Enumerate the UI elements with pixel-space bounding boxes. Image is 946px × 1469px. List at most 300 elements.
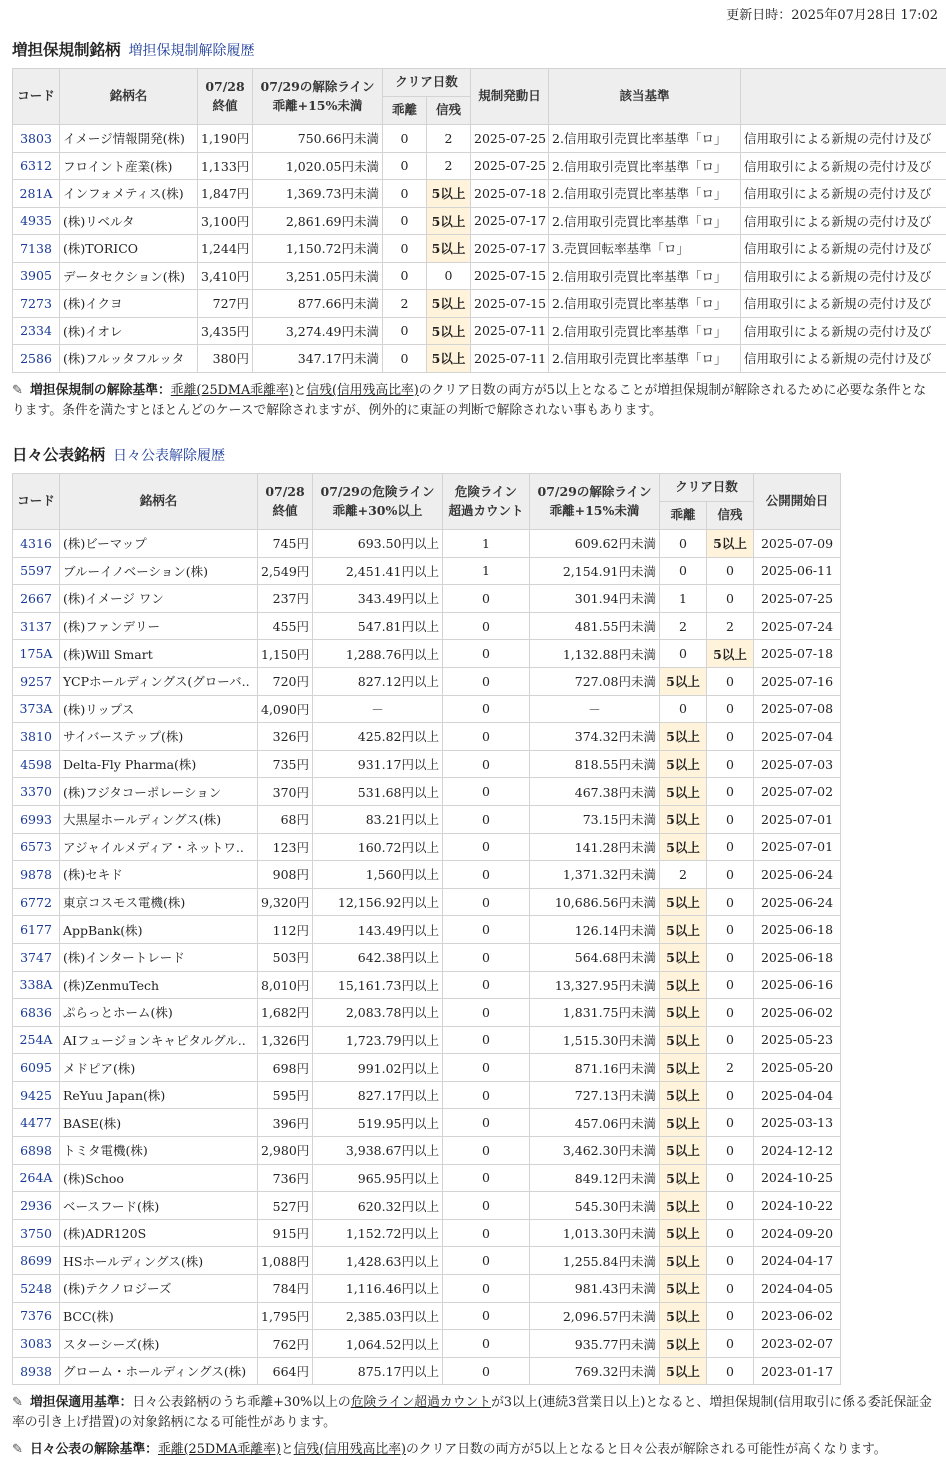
stock-name: インフォメティス(株) (60, 180, 198, 208)
danger-count: 0 (443, 667, 530, 695)
clear-shinzan: 0 (707, 1109, 754, 1137)
table-row (13, 667, 841, 695)
close-price: 123円 (258, 833, 313, 861)
release-line: 10,686.56円未満 (530, 888, 660, 916)
clear-kairi: 5以上 (660, 999, 707, 1027)
clear-kairi: 0 (383, 262, 427, 290)
daily-title: 日々公表銘柄 (12, 445, 106, 464)
shinzan-link[interactable]: 信残(信用残高比率) (293, 1442, 406, 1457)
start-date: 2025-07-18 (754, 640, 841, 668)
stock-code-link[interactable]: 3803 (13, 125, 60, 153)
stock-name: (株)イメージ ワン (60, 585, 258, 613)
col-close: 07/28 終値 (258, 474, 313, 530)
stock-name: (株)ADR120S (60, 1219, 258, 1247)
danger-count: 0 (443, 1219, 530, 1247)
col-kairi: 乖離 (660, 502, 707, 530)
stock-name: アジャイルメディア・ネットワ.. (60, 833, 258, 861)
stock-name: (株)フルッタフルッタ (60, 345, 198, 373)
danger-line: 1,723.79円以上 (313, 1026, 443, 1054)
col-criteria: 該当基準 (549, 69, 741, 125)
close-price: 1,133円 (198, 152, 253, 180)
release-line: 73.15円未満 (530, 805, 660, 833)
regulation-date: 2025-07-17 (471, 207, 549, 235)
stock-code-link[interactable]: 6573 (13, 833, 60, 861)
start-date: 2025-06-18 (754, 943, 841, 971)
stock-name: (株)セキド (60, 861, 258, 889)
close-price: 784円 (258, 1275, 313, 1303)
release-line: 1,013.30円未満 (530, 1219, 660, 1247)
stock-name: YCPホールディングス(グローバ.. (60, 667, 258, 695)
clear-kairi: 2 (660, 612, 707, 640)
danger-count-link[interactable]: 危険ライン超過カウント (350, 1395, 492, 1410)
danger-line: 160.72円以上 (313, 833, 443, 861)
stock-code-link[interactable]: 4935 (13, 207, 60, 235)
release-line: 13,327.95円未満 (530, 971, 660, 999)
danger-line: 1,288.76円以上 (313, 640, 443, 668)
release-line: 347.17円未満 (253, 345, 383, 373)
clear-shinzan: 0 (707, 1026, 754, 1054)
daily-history-link[interactable]: 日々公表解除履歴 (113, 448, 226, 464)
close-price: 3,100円 (198, 207, 253, 235)
danger-line: 15,161.73円以上 (313, 971, 443, 999)
stock-code-link[interactable]: 3905 (13, 262, 60, 290)
clear-kairi: 0 (383, 235, 427, 263)
danger-count: 0 (443, 971, 530, 999)
danger-count: 0 (443, 1192, 530, 1220)
close-price: 745円 (258, 530, 313, 558)
danger-line: 1,064.52円以上 (313, 1330, 443, 1358)
clear-shinzan: 0 (707, 1357, 754, 1385)
regulation-date: 2025-07-25 (471, 152, 549, 180)
clear-shinzan: 0 (707, 585, 754, 613)
note-label: 日々公表の解除基準： (30, 1442, 158, 1457)
danger-count: 0 (443, 1026, 530, 1054)
release-line: 2,154.91円未満 (530, 557, 660, 585)
danger-count: 0 (443, 1137, 530, 1165)
stock-name: (株)Schoo (60, 1164, 258, 1192)
stock-name: ブルーイノベーション(株) (60, 557, 258, 585)
clear-kairi: 0 (383, 317, 427, 345)
danger-count: 0 (443, 1054, 530, 1082)
table-row (13, 1192, 841, 1220)
release-line: 1,831.75円未満 (530, 999, 660, 1027)
danger-count: 0 (443, 1302, 530, 1330)
close-price: 595円 (258, 1081, 313, 1109)
stock-code-link[interactable]: 3137 (13, 612, 60, 640)
table-row (13, 1247, 841, 1275)
clear-shinzan: 0 (707, 723, 754, 751)
table-row (13, 861, 841, 889)
danger-count: 0 (443, 916, 530, 944)
release-line: 727.13円未満 (530, 1081, 660, 1109)
close-price: 698円 (258, 1054, 313, 1082)
close-price: 1,190円 (198, 125, 253, 153)
start-date: 2024-12-12 (754, 1137, 841, 1165)
danger-count: 0 (443, 1330, 530, 1358)
danger-line: 991.02円以上 (313, 1054, 443, 1082)
close-price: 1,326円 (258, 1026, 313, 1054)
table-row (13, 1137, 841, 1165)
release-line: 871.16円未満 (530, 1054, 660, 1082)
start-date: 2025-07-04 (754, 723, 841, 751)
clear-shinzan: 0 (707, 1219, 754, 1247)
stock-code-link[interactable]: 7273 (13, 290, 60, 318)
danger-count: 1 (443, 557, 530, 585)
start-date: 2025-05-23 (754, 1026, 841, 1054)
stock-name: ベースフード(株) (60, 1192, 258, 1220)
close-price: 68円 (258, 805, 313, 833)
close-price: 1,847円 (198, 180, 253, 208)
release-line: 1,255.84円未満 (530, 1247, 660, 1275)
table-row (13, 695, 841, 723)
stock-code-link[interactable]: 4598 (13, 750, 60, 778)
stock-code-link[interactable]: 6095 (13, 1054, 60, 1082)
criteria: 2.信用取引売買比率基準「ロ」 (549, 152, 741, 180)
close-price: 736円 (258, 1164, 313, 1192)
stock-name: (株)リップス (60, 695, 258, 723)
stock-code-link[interactable]: 6772 (13, 888, 60, 916)
danger-count: 0 (443, 612, 530, 640)
release-line: 126.14円未満 (530, 916, 660, 944)
note-mid: と (293, 383, 307, 398)
criteria: 3.売買回転率基準「ロ」 (549, 235, 741, 263)
stock-code-link[interactable]: 3370 (13, 778, 60, 806)
release-line: 457.06円未満 (530, 1109, 660, 1137)
release-line: 2,096.57円未満 (530, 1302, 660, 1330)
release-line: 609.62円未満 (530, 530, 660, 558)
clear-kairi: 5以上 (660, 723, 707, 751)
danger-line: 827.12円以上 (313, 667, 443, 695)
release-line: 467.38円未満 (530, 778, 660, 806)
close-price: 664円 (258, 1357, 313, 1385)
regulation-date: 2025-07-17 (471, 235, 549, 263)
stock-name: スターシーズ(株) (60, 1330, 258, 1358)
col-measures (741, 69, 946, 125)
stock-name: データセクション(株) (60, 262, 198, 290)
release-line: 481.55円未満 (530, 612, 660, 640)
stock-name: Delta-Fly Pharma(株) (60, 750, 258, 778)
regulation-date: 2025-07-15 (471, 262, 549, 290)
measures: 信用取引による新規の売付け及び (741, 125, 946, 153)
start-date: 2025-07-25 (754, 585, 841, 613)
table-row (13, 1275, 841, 1303)
clear-shinzan: 0 (707, 1247, 754, 1275)
table-row (13, 317, 946, 345)
table-row (13, 235, 946, 263)
regulated-table (12, 68, 946, 373)
table-row (13, 1026, 841, 1054)
clear-kairi: 5以上 (660, 1137, 707, 1165)
start-date: 2025-07-03 (754, 750, 841, 778)
stock-name: (株)ファンデリー (60, 612, 258, 640)
note-text: のクリア日数の両方が5以上となると日々公表が解除される可能性が高くなります。 (406, 1442, 887, 1457)
col-clear-days: クリア日数 (660, 474, 754, 502)
clear-shinzan: 5以上 (427, 345, 471, 373)
stock-code-link[interactable]: 2667 (13, 585, 60, 613)
stock-code-link[interactable]: 254A (13, 1026, 60, 1054)
stock-code-link[interactable]: 3810 (13, 723, 60, 751)
stock-code-link[interactable]: 8938 (13, 1357, 60, 1385)
criteria: 2.信用取引売買比率基準「ロ」 (549, 207, 741, 235)
danger-count: 0 (443, 1164, 530, 1192)
stock-code-link[interactable]: 4477 (13, 1109, 60, 1137)
danger-line: 143.49円以上 (313, 916, 443, 944)
clear-kairi: 5以上 (660, 1302, 707, 1330)
clear-shinzan: 5以上 (427, 317, 471, 345)
danger-line: 2,451.41円以上 (313, 557, 443, 585)
start-date: 2024-04-17 (754, 1247, 841, 1275)
stock-name: (株)フジタコーポレーション (60, 778, 258, 806)
table-row (13, 999, 841, 1027)
table-row (13, 943, 841, 971)
stock-name: (株)リベルタ (60, 207, 198, 235)
danger-line: 547.81円以上 (313, 612, 443, 640)
start-date: 2023-02-07 (754, 1330, 841, 1358)
danger-line: 531.68円以上 (313, 778, 443, 806)
stock-code-link[interactable]: 5597 (13, 557, 60, 585)
danger-count: 0 (443, 585, 530, 613)
danger-line: 3,938.67円以上 (313, 1137, 443, 1165)
stock-code-link[interactable]: 175A (13, 640, 60, 668)
clear-shinzan: 2 (427, 125, 471, 153)
stock-name: フロイント産業(株) (60, 152, 198, 180)
measures: 信用取引による新規の売付け及び (741, 152, 946, 180)
start-date: 2025-03-13 (754, 1109, 841, 1137)
stock-code-link[interactable]: 4316 (13, 530, 60, 558)
release-line: 374.32円未満 (530, 723, 660, 751)
stock-code-link[interactable]: 2334 (13, 317, 60, 345)
table-row (13, 290, 946, 318)
release-line: － (530, 695, 660, 723)
close-price: 1,150円 (258, 640, 313, 668)
stock-name: (株)ビーマップ (60, 530, 258, 558)
start-date: 2025-06-16 (754, 971, 841, 999)
clear-shinzan: 0 (707, 805, 754, 833)
close-price: 455円 (258, 612, 313, 640)
clear-kairi: 0 (660, 640, 707, 668)
release-line: 769.32円未満 (530, 1357, 660, 1385)
note-mid: と (280, 1442, 294, 1457)
close-price: 2,549円 (258, 557, 313, 585)
clear-shinzan: 0 (707, 916, 754, 944)
close-price: 380円 (198, 345, 253, 373)
release-line: 3,274.49円未満 (253, 317, 383, 345)
danger-count: 0 (443, 695, 530, 723)
table-row (13, 1164, 841, 1192)
stock-name: HSホールディングス(株) (60, 1247, 258, 1275)
col-name: 銘柄名 (60, 69, 198, 125)
stock-code-link[interactable]: 264A (13, 1164, 60, 1192)
measures: 信用取引による新規の売付け及び (741, 345, 946, 373)
danger-line: 642.38円以上 (313, 943, 443, 971)
col-code: コード (13, 69, 60, 125)
clear-shinzan: 5以上 (707, 530, 754, 558)
close-price: 735円 (258, 750, 313, 778)
danger-line: 12,156.92円以上 (313, 888, 443, 916)
table-row (13, 152, 946, 180)
start-date: 2025-06-18 (754, 916, 841, 944)
table-row (13, 1109, 841, 1137)
start-date: 2023-01-17 (754, 1357, 841, 1385)
stock-code-link[interactable]: 8699 (13, 1247, 60, 1275)
stock-code-link[interactable]: 3083 (13, 1330, 60, 1358)
close-price: 720円 (258, 667, 313, 695)
close-price: 3,410円 (198, 262, 253, 290)
stock-code-link[interactable]: 373A (13, 695, 60, 723)
start-date: 2025-07-24 (754, 612, 841, 640)
stock-name: (株)TORICO (60, 235, 198, 263)
table-row (13, 557, 841, 585)
kairi-link[interactable]: 乖離(25DMA乖離率) (157, 1442, 281, 1457)
stock-code-link[interactable]: 6898 (13, 1137, 60, 1165)
release-line: 564.68円未満 (530, 943, 660, 971)
danger-line: － (313, 695, 443, 723)
clear-shinzan: 5以上 (427, 290, 471, 318)
close-price: 1,244円 (198, 235, 253, 263)
criteria: 2.信用取引売買比率基準「ロ」 (549, 180, 741, 208)
stock-code-link[interactable]: 6312 (13, 152, 60, 180)
pencil-icon: ✎ (12, 1442, 23, 1457)
clear-shinzan: 0 (707, 1137, 754, 1165)
close-price: 396円 (258, 1109, 313, 1137)
stock-code-link[interactable]: 6836 (13, 999, 60, 1027)
release-line: 981.43円未満 (530, 1275, 660, 1303)
measures: 信用取引による新規の売付け及び (741, 262, 946, 290)
clear-kairi: 5以上 (660, 805, 707, 833)
close-price: 4,090円 (258, 695, 313, 723)
danger-count: 0 (443, 1275, 530, 1303)
stock-code-link[interactable]: 7138 (13, 235, 60, 263)
regulated-history-link[interactable]: 増担保規制解除履歴 (128, 43, 255, 59)
danger-line: 425.82円以上 (313, 723, 443, 751)
clear-shinzan: 2 (707, 612, 754, 640)
stock-code-link[interactable]: 5248 (13, 1275, 60, 1303)
danger-line: 519.95円以上 (313, 1109, 443, 1137)
col-kairi: 乖離 (383, 97, 427, 125)
kairi-link[interactable]: 乖離(25DMA乖離率) (170, 383, 294, 398)
clear-shinzan: 0 (707, 943, 754, 971)
table-row (13, 1219, 841, 1247)
table-row (13, 125, 946, 153)
measures: 信用取引による新規の売付け及び (741, 235, 946, 263)
start-date: 2025-07-02 (754, 778, 841, 806)
note-label: 増担保規制の解除基準： (30, 383, 171, 398)
release-line: 141.28円未満 (530, 833, 660, 861)
danger-line: 827.17円以上 (313, 1081, 443, 1109)
danger-count: 0 (443, 861, 530, 889)
table-row (13, 888, 841, 916)
danger-count: 0 (443, 1247, 530, 1275)
regulation-date: 2025-07-25 (471, 125, 549, 153)
table-row (13, 916, 841, 944)
stock-code-link[interactable]: 281A (13, 180, 60, 208)
stock-name: グローム・ホールディングス(株) (60, 1357, 258, 1385)
start-date: 2024-10-25 (754, 1164, 841, 1192)
danger-line: 620.32円以上 (313, 1192, 443, 1220)
pencil-icon: ✎ (12, 1395, 23, 1410)
clear-kairi: 5以上 (660, 971, 707, 999)
stock-name: AIフュージョンキャピタルグル.. (60, 1026, 258, 1054)
start-date: 2025-07-08 (754, 695, 841, 723)
table-row (13, 723, 841, 751)
stock-code-link[interactable]: 9425 (13, 1081, 60, 1109)
stock-code-link[interactable]: 2936 (13, 1192, 60, 1220)
table-row (13, 1054, 841, 1082)
table-row (13, 345, 946, 373)
danger-count: 0 (443, 805, 530, 833)
stock-name: (株)イクヨ (60, 290, 198, 318)
clear-shinzan: 0 (707, 778, 754, 806)
stock-name: イメージ情報開発(株) (60, 125, 198, 153)
col-danger-line: 07/29の危険ライン 乖離+30%以上 (313, 474, 443, 530)
table-row (13, 585, 841, 613)
stock-code-link[interactable]: 3750 (13, 1219, 60, 1247)
stock-code-link[interactable]: 9878 (13, 861, 60, 889)
section-title-regulated (12, 38, 255, 60)
start-date: 2025-07-16 (754, 667, 841, 695)
clear-kairi: 5以上 (660, 943, 707, 971)
danger-count: 0 (443, 1109, 530, 1137)
clear-shinzan: 0 (707, 833, 754, 861)
col-danger-count: 危険ライン 超過カウント (443, 474, 530, 530)
clear-kairi: 5以上 (660, 1164, 707, 1192)
pencil-icon: ✎ (12, 383, 23, 398)
start-date: 2024-10-22 (754, 1192, 841, 1220)
stock-name: ReYuu Japan(株) (60, 1081, 258, 1109)
col-release-line: 07/29の解除ライン 乖離+15%未満 (253, 69, 383, 125)
clear-kairi: 0 (383, 152, 427, 180)
release-line: 1,150.72円未満 (253, 235, 383, 263)
close-price: 8,010円 (258, 971, 313, 999)
note-text: が3以上(連続3営業日以上)となると、増担保規制(信用取引に係る委託保証金率の引き上げ措置)の対象銘柄になる可能性があります。 (12, 1395, 932, 1430)
shinzan-link[interactable]: 信残(信用残高比率) (306, 383, 419, 398)
table-row (13, 971, 841, 999)
danger-count: 0 (443, 750, 530, 778)
criteria: 2.信用取引売買比率基準「ロ」 (549, 345, 741, 373)
clear-shinzan: 0 (707, 1302, 754, 1330)
stock-code-link[interactable]: 9257 (13, 667, 60, 695)
clear-kairi: 5以上 (660, 1081, 707, 1109)
start-date: 2023-06-02 (754, 1302, 841, 1330)
stock-code-link[interactable]: 7376 (13, 1302, 60, 1330)
start-date: 2025-06-02 (754, 999, 841, 1027)
note-text: のクリア日数の両方が5以上となることが増担保規制が解除されるために必要な条件となります。条件を満たすとほとんどのケースで解除されますが、例外的に東証の判断で解除されない事もあります。 (12, 383, 927, 418)
criteria: 2.信用取引売買比率基準「ロ」 (549, 317, 741, 345)
stock-code-link[interactable]: 338A (13, 971, 60, 999)
clear-kairi: 5以上 (660, 1109, 707, 1137)
col-code: コード (13, 474, 60, 530)
clear-kairi: 0 (383, 125, 427, 153)
release-line: 1,369.73円未満 (253, 180, 383, 208)
stock-code-link[interactable]: 6177 (13, 916, 60, 944)
col-regulation-date: 規制発動日 (471, 69, 549, 125)
stock-code-link[interactable]: 2586 (13, 345, 60, 373)
regulation-date: 2025-07-11 (471, 345, 549, 373)
table-row (13, 180, 946, 208)
release-line: 877.66円未満 (253, 290, 383, 318)
clear-shinzan: 2 (427, 152, 471, 180)
release-line: 1,132.88円未満 (530, 640, 660, 668)
close-price: 326円 (258, 723, 313, 751)
close-price: 112円 (258, 916, 313, 944)
start-date: 2024-04-05 (754, 1275, 841, 1303)
clear-kairi: 0 (383, 345, 427, 373)
stock-code-link[interactable]: 6993 (13, 805, 60, 833)
clear-shinzan: 0 (707, 1330, 754, 1358)
daily-table (12, 473, 841, 1385)
stock-code-link[interactable]: 3747 (13, 943, 60, 971)
danger-line: 931.17円以上 (313, 750, 443, 778)
